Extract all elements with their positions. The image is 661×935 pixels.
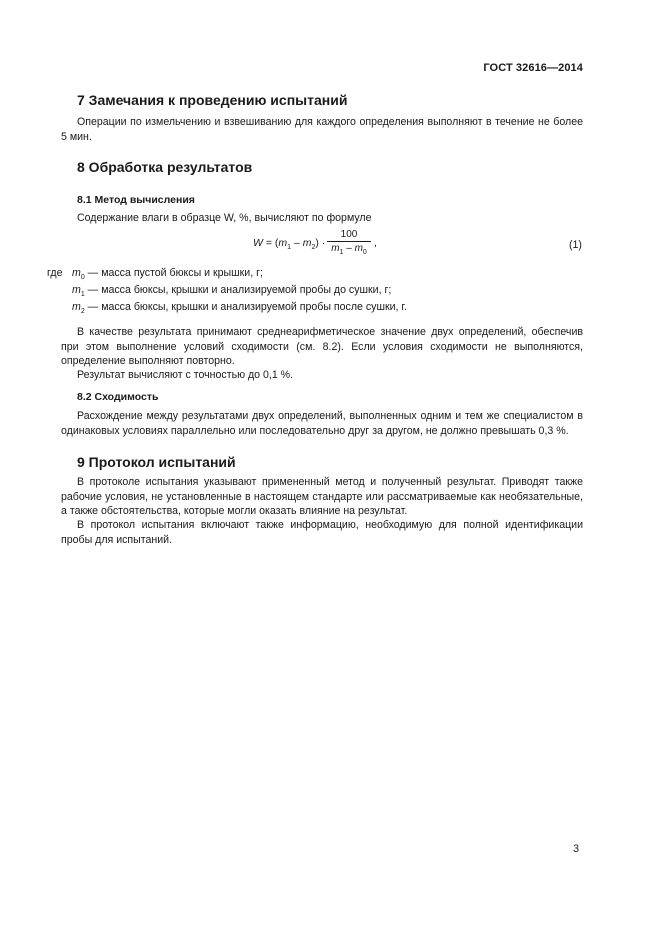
formula-numerator: 100 — [340, 229, 358, 240]
definition-m0: $m_0$ — масса пустой бюксы и крышки, г; — [72, 267, 263, 281]
definition-m2: $m_2$ — масса бюксы, крышки и анализируемой пробы после сушки, г. — [72, 301, 407, 315]
section-9-paragraph-2: В протокол испытания включают также информацию, необходимую для полной идентификации пробы для испытаний. — [61, 519, 583, 546]
where-word: где — [47, 267, 63, 279]
formula-intro: Содержание влаги в образце W, %, вычисляют по формуле — [77, 212, 372, 224]
subsection-8-2-title: 8.2 Сходимость — [77, 391, 159, 403]
section-7-title: 7 Замечания к проведению испытаний — [77, 92, 348, 108]
subsection-8-1-title: 8.1 Метод вычисления — [77, 194, 195, 206]
section-7-text: Операции по измельчению и взвешиванию для каждого определения выполняют в течение не более 5 мин. — [61, 116, 583, 143]
result-paragraph: В качестве результата принимают среднеарифметическое значение двух определений, обеспечив при этом выполнение условий сходимости (см. 8.2). Если условия сходимости не выполняются, определение выполняют повторно. — [61, 326, 583, 367]
repeatability-paragraph: Расхождение между результатами двух определений, выполненных одним и тем же специалистом в одинаковых условиях параллельно или последовательно друг за другом, не должно превышать 0,3 %. — [61, 410, 583, 437]
definition-m1: $m_1$ — масса бюксы, крышки и анализируемой пробы до сушки, г; — [72, 284, 392, 298]
accuracy-paragraph: Результат вычисляют с точностью до 0,1 %. — [77, 369, 294, 381]
formula-left-side: $W = (m_1 - m_2)$ · — [253, 237, 326, 251]
equation-number: (1) — [569, 239, 582, 251]
page-number: 3 — [573, 843, 579, 855]
section-9-title: 9 Протокол испытаний — [77, 454, 236, 470]
fraction-bar — [327, 241, 371, 242]
standard-code: ГОСТ 32616—2014 — [483, 62, 583, 74]
formula-denominator: $m_1 - m_0$ — [331, 243, 367, 256]
section-9-paragraph-1: В протоколе испытания указывают примененный метод и полученный результат. Приводят также рабочие условия, не установленные в настоящем стандарте или рассматриваемые как необязательные, а также обстоятельства, которые могли оказать влияние на результат. — [61, 476, 583, 517]
moisture-formula — [253, 229, 413, 259]
formula-tail: , — [374, 237, 377, 249]
formula-fraction — [327, 229, 371, 254]
section-8-title: 8 Обработка результатов — [77, 159, 253, 175]
